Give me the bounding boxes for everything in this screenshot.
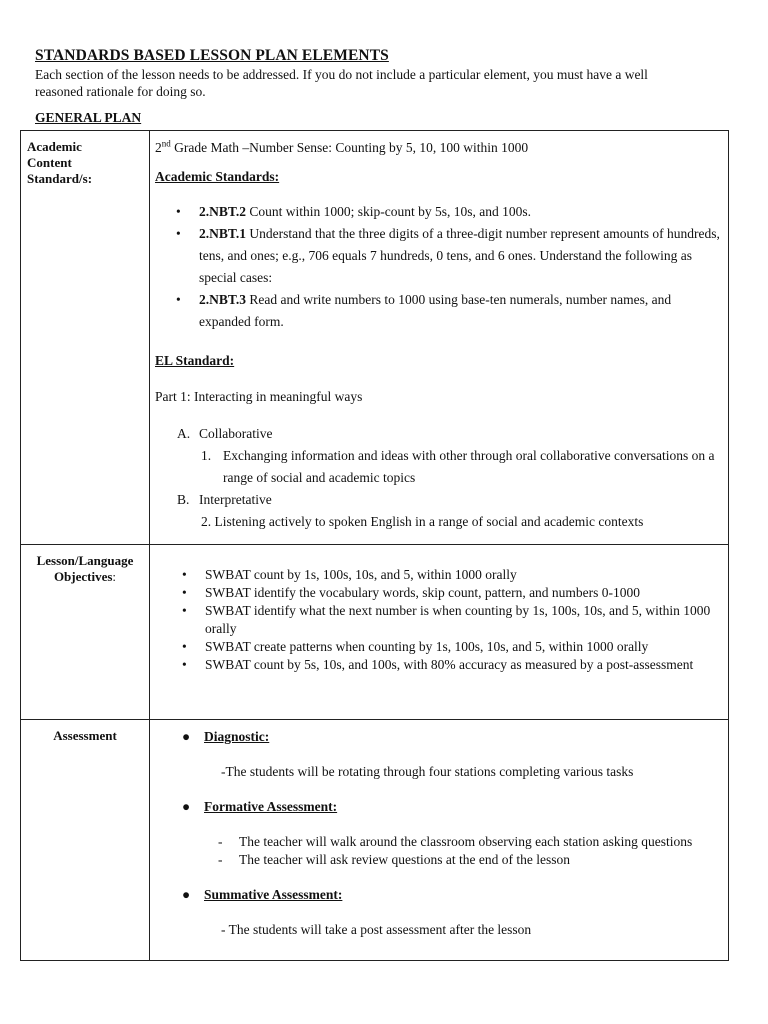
- academic-standards-heading: Academic Standards:: [155, 169, 280, 184]
- el-item-label: Interpretative: [199, 492, 272, 507]
- intro-text: [35, 66, 735, 100]
- academic-content-row: [21, 131, 729, 545]
- objectives-row: [21, 545, 729, 720]
- summative-heading: Summative Assessment:: [204, 887, 343, 902]
- formative-text: The teacher will walk around the classroom observing each station asking questions: [239, 834, 693, 849]
- grade-topic-text: Grade Math –Number Sense: Counting by 5, 10, 100 within 1000: [170, 140, 529, 155]
- diagnostic-heading: Diagnostic:: [204, 729, 270, 744]
- el-subitem: [155, 445, 722, 489]
- formative-item: [155, 798, 722, 816]
- dash-marker: -: [218, 852, 223, 867]
- standard-text: Understand that the three digits of a three-digit number represent amounts of hundreds, tens, and ones; e.g., 706 equals 7 hundreds, 0 tens, and 6 ones. Understand the following as special cases:: [199, 226, 720, 285]
- objective-item: • SWBAT create patterns when counting by 1s, 100s, 10s, and 5, within 1000 orally: [155, 638, 722, 656]
- el-item-marker: A.: [177, 426, 191, 441]
- bullet-icon: ●: [182, 799, 191, 814]
- standards-list: [155, 201, 722, 333]
- dash-marker: -: [218, 834, 223, 849]
- academic-label-cell: [21, 131, 150, 545]
- summative-item: [155, 886, 722, 904]
- el-item-marker: B.: [177, 492, 190, 507]
- standard-code: 2.NBT.2: [199, 204, 247, 219]
- academic-content-cell: [150, 131, 729, 545]
- objective-item: • SWBAT identify what the next number is when counting by 1s, 100s, 10s, and 5, within 1000 orally: [155, 602, 722, 638]
- bullet-icon: ●: [182, 729, 191, 744]
- objective-item: • SWBAT identify the vocabulary words, skip count, pattern, and numbers 0-1000: [155, 584, 722, 602]
- standard-item: [155, 223, 722, 289]
- assessment-row: [21, 720, 729, 961]
- el-part-text: Part 1: Interacting in meaningful ways: [155, 389, 363, 404]
- label-colon: :: [112, 569, 117, 584]
- objective-item: • SWBAT count by 5s, 10s, and 100s, with 80% accuracy as measured by a post-assessment: [155, 656, 722, 674]
- objectives-label-cell: [21, 545, 150, 720]
- diagnostic-text: -The students will be rotating through four stations completing various tasks: [221, 764, 634, 779]
- el-subitem-marker: 1.: [201, 448, 212, 463]
- formative-entry: [218, 833, 722, 851]
- assessment-label: Assessment: [53, 728, 117, 743]
- el-subitem-text: Exchanging information and ideas with other through oral collaborative conversations on a range of social and academic topics: [223, 448, 715, 485]
- assessment-cell: [150, 720, 729, 961]
- document-title: STANDARDS BASED LESSON PLAN ELEMENTS: [35, 47, 389, 64]
- grade-ordinal: nd: [161, 138, 171, 149]
- el-item: [155, 423, 722, 445]
- grade-number: 2: [155, 140, 162, 155]
- label-line: Content: [27, 155, 72, 170]
- standard-text: Count within 1000; skip-count by 5s, 10s, and 100s.: [246, 204, 532, 219]
- bullet-icon: ●: [182, 887, 191, 902]
- intro-line-1: Each section of the lesson needs to be addressed. If you do not include a particular element, you must have a well: [35, 67, 648, 82]
- summative-text: - The students will take a post assessment after the lesson: [221, 922, 532, 937]
- el-item: [155, 489, 722, 511]
- intro-line-2: reasoned rationale for doing so.: [35, 84, 206, 99]
- grade-topic: [155, 138, 722, 158]
- standard-text: Read and write numbers to 1000 using base-ten numerals, number names, and expanded form.: [199, 292, 672, 329]
- label-line: Standard/s:: [27, 171, 93, 186]
- diagnostic-item: [155, 728, 722, 746]
- page-header: [35, 46, 735, 126]
- objectives-cell: [150, 545, 729, 720]
- el-standard-heading: EL Standard:: [155, 353, 235, 368]
- general-plan-table: [20, 130, 729, 961]
- standard-code: 2.NBT.1: [199, 226, 247, 241]
- objectives-list: [155, 566, 722, 674]
- label-line: Academic: [27, 139, 82, 154]
- label-line: Lesson/Language: [36, 553, 134, 568]
- label-line: [27, 569, 143, 585]
- assessment-label-cell: [21, 720, 150, 961]
- label-text: Objectives: [53, 569, 113, 584]
- standard-item: [155, 201, 722, 223]
- formative-text: The teacher will ask review questions at the end of the lesson: [239, 852, 571, 867]
- formative-list: [155, 833, 722, 869]
- formative-entry: [218, 851, 722, 869]
- formative-heading: Formative Assessment:: [204, 799, 338, 814]
- section-heading: GENERAL PLAN: [35, 110, 142, 125]
- el-subitem-text: 2. Listening actively to spoken English in a range of social and academic contexts: [201, 514, 644, 529]
- objective-item: • SWBAT count by 1s, 100s, 10s, and 5, within 1000 orally: [155, 566, 722, 584]
- academic-content-label: [21, 131, 149, 187]
- standard-code: 2.NBT.3: [199, 292, 247, 307]
- standard-item: [155, 289, 722, 333]
- el-item-label: Collaborative: [199, 426, 273, 441]
- objectives-label: [21, 545, 149, 585]
